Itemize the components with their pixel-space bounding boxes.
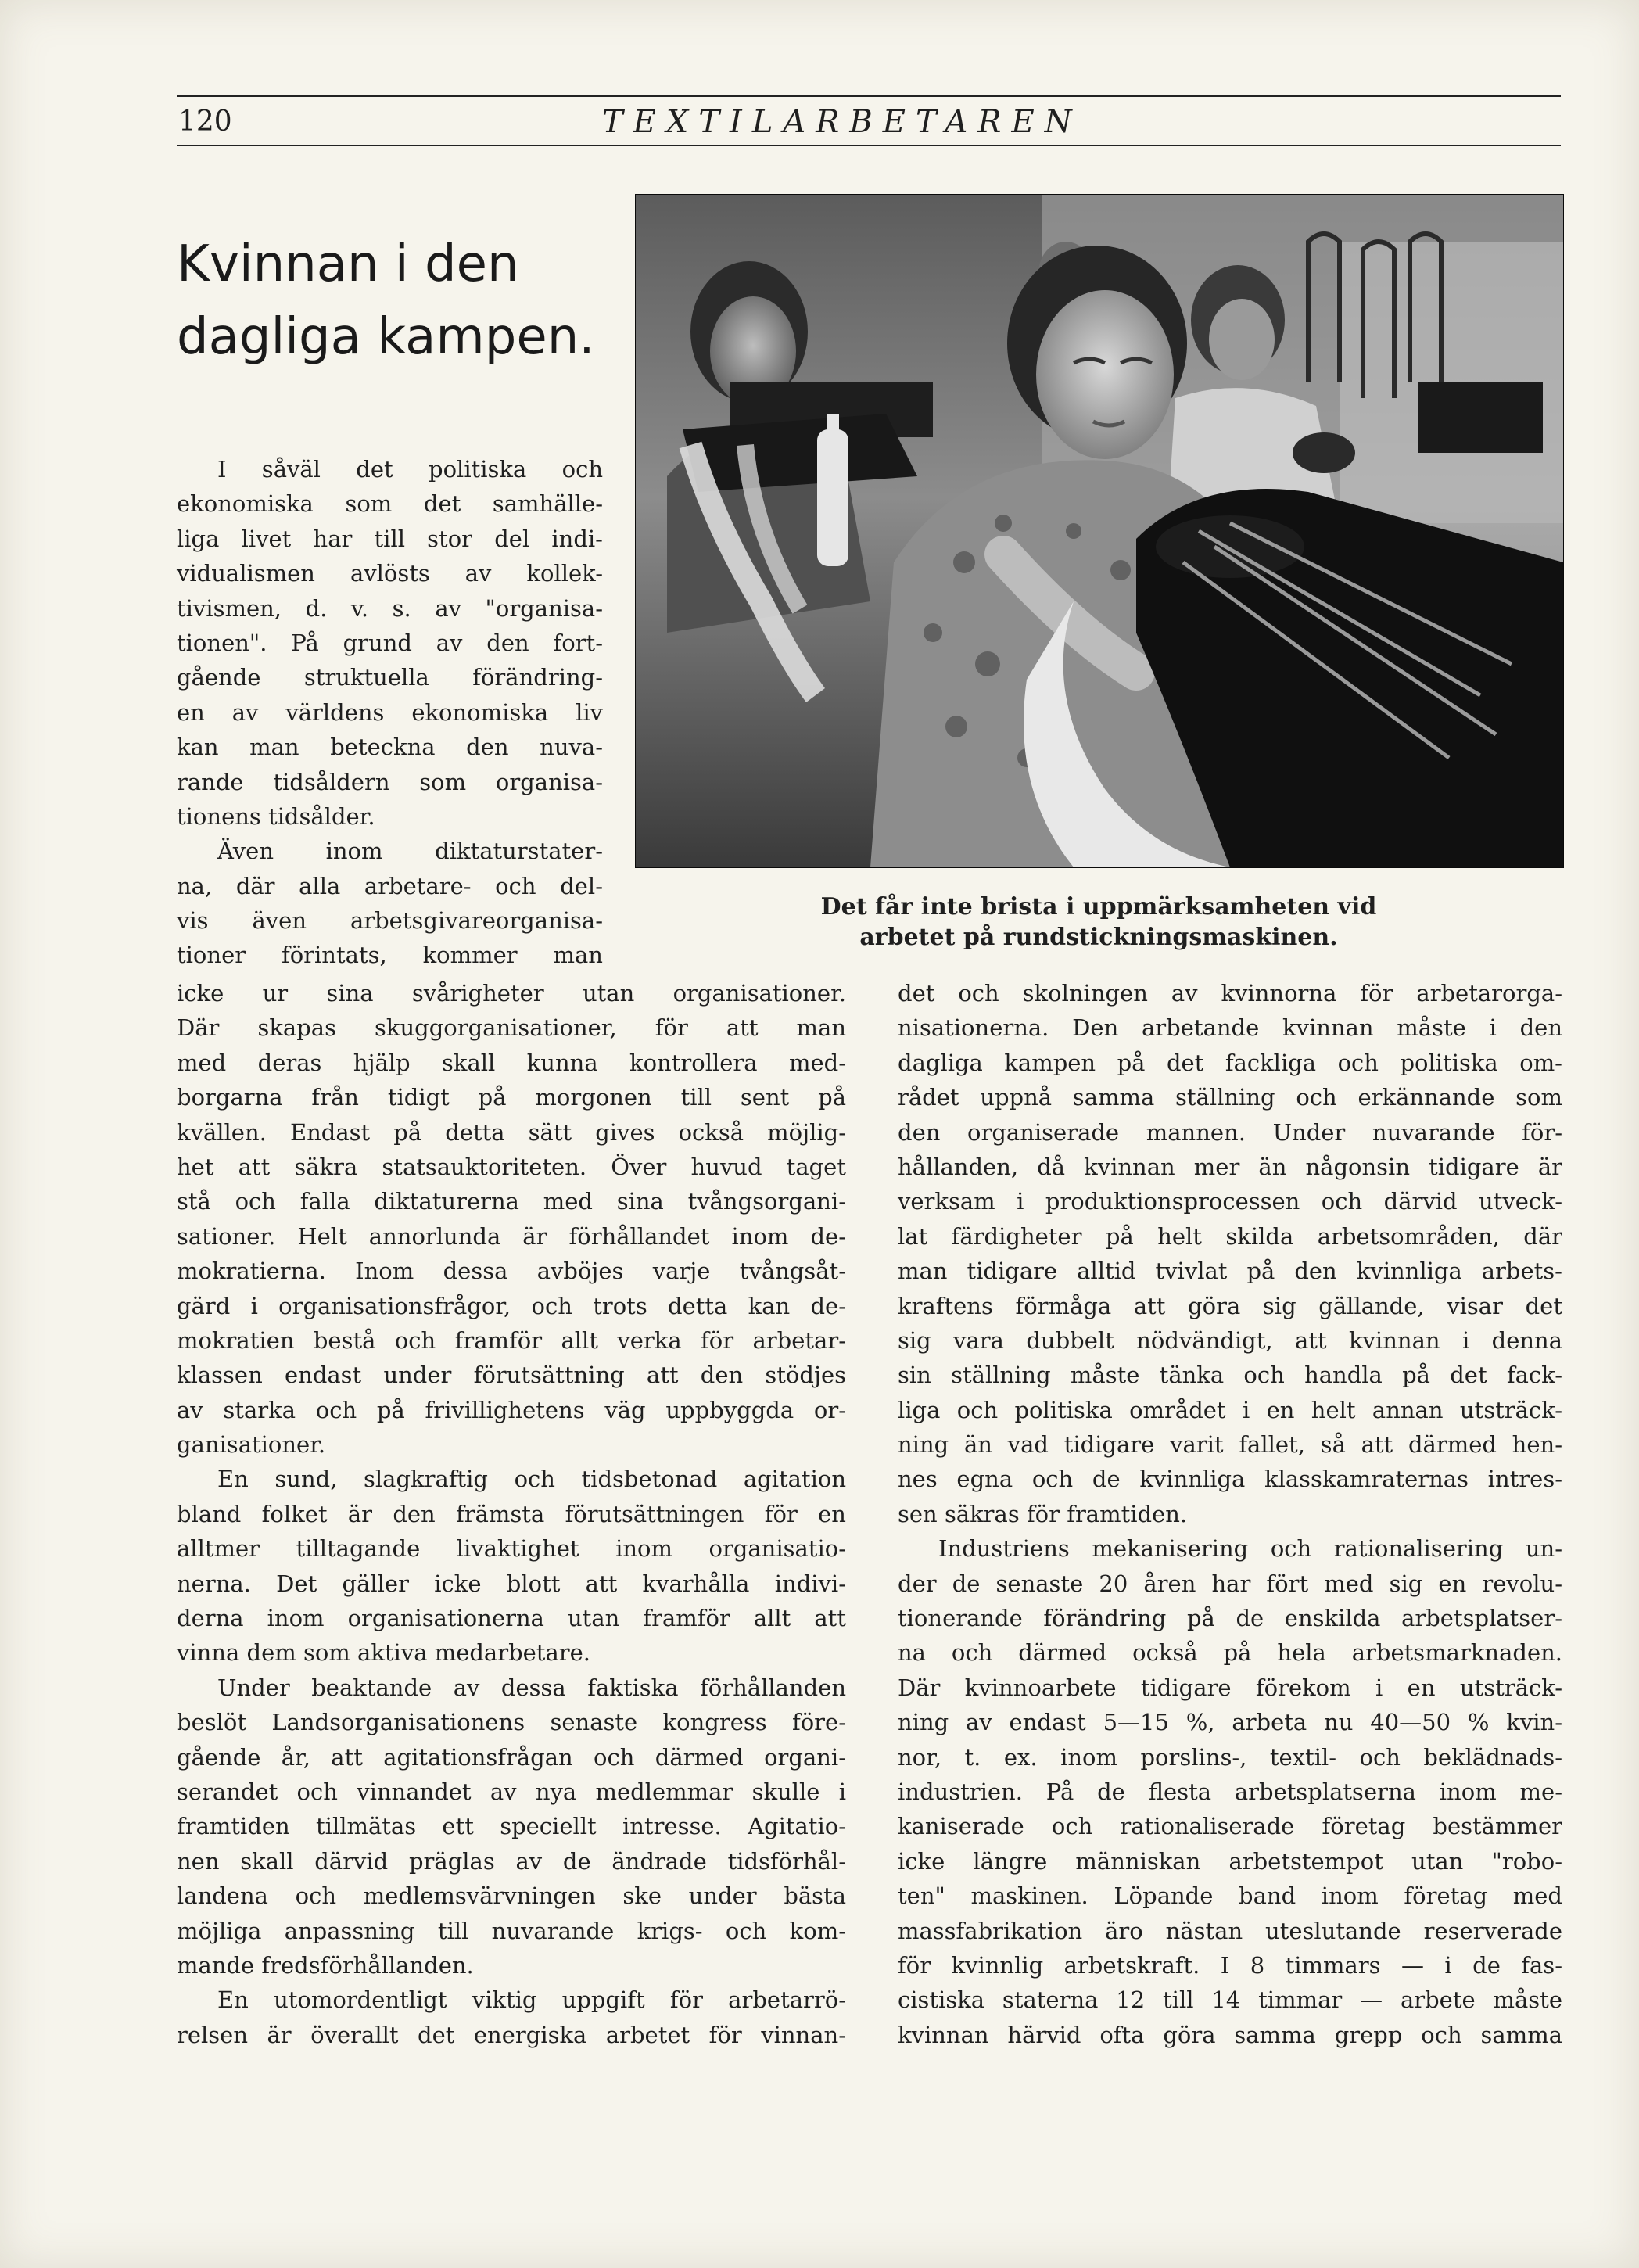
text-line: mande fredsförhållanden.	[177, 1951, 474, 1979]
text-line: av starka och på frivillighetens väg uppbyggda or-	[177, 1396, 846, 1423]
header-rule-top	[177, 95, 1561, 97]
text-line: icke längre människan arbetstempot utan "robo-	[898, 1847, 1562, 1875]
text-line: beslöt Landsorganisationens senaste kongress före-	[177, 1709, 846, 1736]
text-line: vidualismen avlösts av kollek-	[177, 560, 603, 587]
text-line: gående struktuella förändring-	[177, 664, 603, 691]
text-line: na, där alla arbetare- och del-	[177, 872, 603, 899]
text-line: derna inom organisationerna utan framför allt att	[177, 1605, 846, 1632]
text-line: Där kvinnoarbete tidigare förekom i en utsträck-	[898, 1674, 1562, 1701]
text-line: kvällen. Endast på detta sätt gives också möjlig-	[177, 1118, 846, 1146]
text-line: med deras hjälp skall kunna kontrollera med-	[177, 1049, 846, 1076]
page-number: 120	[178, 106, 232, 138]
text-line: landena och medlemsvärvningen ske under bästa	[177, 1882, 846, 1910]
text-line: klassen endast under förutsättning att den stödjes	[177, 1362, 846, 1389]
text-line: serandet och vinnandet av nya medlemmar skulle i	[177, 1778, 846, 1805]
text-line: för kvinnlig arbetskraft. I 8 timmars — i de fas-	[898, 1951, 1562, 1979]
text-line: kraftens förmåga att göra sig gällande, visar det	[898, 1292, 1562, 1319]
right-column	[898, 976, 1562, 2052]
text-line: det och skolningen av kvinnorna för arbetarorga-	[898, 980, 1562, 1007]
text-line: Industriens mekanisering och rationalisering un-	[938, 1535, 1562, 1563]
text-line: kvinnan härvid ofta göra samma grepp och samma	[898, 2021, 1562, 2048]
text-line: I såväl det politiska och	[217, 456, 603, 483]
text-line: na och därmed också på hela arbetsmarknaden.	[898, 1639, 1562, 1667]
text-line: man tidigare alltid tvivlat på den kvinnliga arbets-	[898, 1258, 1562, 1285]
text-line: gärd i organisationsfrågor, och trots detta kan de-	[177, 1292, 846, 1319]
text-line: kaniserade och rationaliserade företag bestämmer	[898, 1813, 1562, 1840]
text-line: nerna. Det gäller icke blott att kvarhålla indivi-	[177, 1570, 846, 1597]
text-line: ning än vad tidigare varit fallet, så att därmed hen-	[898, 1431, 1562, 1459]
text-line: nes egna och de kvinnliga klasskamraternas intres-	[898, 1466, 1562, 1493]
text-line: rådet uppnå samma ställning och erkännande som	[898, 1084, 1562, 1111]
header-rule-bottom	[177, 145, 1561, 146]
headline	[177, 228, 615, 375]
text-line: möjliga anpassning till nuvarande krigs- och kom-	[177, 1917, 846, 1944]
photo-knitting-machine	[635, 194, 1564, 868]
text-line: icke ur sina svårigheter utan organisationer.	[177, 980, 846, 1007]
text-line: en av världens ekonomiska liv	[177, 698, 603, 726]
text-line: mokratierna. Inom dessa avböjes varje tvångsåt-	[177, 1258, 846, 1285]
text-line: alltmer tilltagande livaktighet inom organisatio-	[177, 1535, 846, 1563]
photo-caption	[635, 892, 1562, 953]
text-line: sationer. Helt annorlunda är förhållandet inom de-	[177, 1222, 846, 1250]
text-line: borgarna från tidigt på morgonen till sent på	[177, 1084, 846, 1111]
text-line: tionen". På grund av den fort-	[177, 629, 603, 656]
text-line: verksam i produktionsprocessen och därvid utveck-	[898, 1188, 1562, 1215]
caption-line: Det får inte brista i uppmärksamheten vid	[820, 893, 1377, 920]
text-line: vinna dem som aktiva medarbetare.	[177, 1639, 590, 1667]
text-line: ganisationer.	[177, 1431, 326, 1459]
text-line: den organiserade mannen. Under nuvarande för-	[898, 1118, 1562, 1146]
text-line: En sund, slagkraftig och tidsbetonad agitation	[217, 1466, 846, 1493]
text-line: framtiden tillmätas ett speciellt intresse. Agitatio-	[177, 1813, 846, 1840]
text-line: het att säkra statsauktoriteten. Över huvud taget	[177, 1153, 846, 1180]
caption-line: arbetet på rundstickningsmaskinen.	[859, 924, 1338, 951]
text-line: sin ställning måste tänka och handla på det fack-	[898, 1362, 1562, 1389]
text-line: Även inom diktaturstater-	[217, 838, 603, 865]
text-line: industrien. På de flesta arbetsplatserna inom me-	[898, 1778, 1562, 1805]
text-line: tioner förintats, kommer man	[177, 942, 603, 969]
headline-line: dagliga kampen.	[177, 308, 595, 367]
text-line: vis även arbetsgivareorganisa-	[177, 907, 603, 935]
text-line: nen skall därvid präglas av de ändrade tidsförhål-	[177, 1847, 846, 1875]
text-line: ekonomiska som det samhälle-	[177, 490, 603, 518]
text-line: rande tidsåldern som organisa-	[177, 768, 603, 795]
text-line: ten" maskinen. Löpande band inom företag med	[898, 1882, 1562, 1910]
text-line: lat färdigheter på helt skilda arbetsområden, där	[898, 1222, 1562, 1250]
text-line: sen säkras för framtiden.	[898, 1500, 1188, 1527]
text-line: der de senaste 20 åren har fört med sig en revolu-	[898, 1570, 1562, 1597]
text-line: stå och falla diktaturerna med sina tvångsorgani-	[177, 1188, 846, 1215]
text-line: mokratien bestå och framför allt verka för arbetar-	[177, 1326, 846, 1354]
text-line: Under beaktande av dessa faktiska förhållanden	[217, 1674, 846, 1701]
journal-title: TEXTILARBETAREN	[602, 104, 1082, 140]
text-line: liga och politiska området i en helt annan utsträck-	[898, 1396, 1562, 1423]
text-line: tionerande förändring på de enskilda arbetsplatser-	[898, 1605, 1562, 1632]
text-line: nisationerna. Den arbetande kvinnan måste i den	[898, 1014, 1562, 1042]
text-line: Där skapas skuggorganisationer, för att man	[177, 1014, 846, 1042]
headline-line: Kvinnan i den	[177, 235, 519, 293]
text-line: gående år, att agitationsfrågan och därmed organi-	[177, 1743, 846, 1771]
text-line: relsen är överallt det energiska arbetet för vinnan-	[177, 2021, 846, 2048]
knitting-machine-photo-icon	[636, 195, 1563, 867]
text-line: En utomordentligt viktig uppgift för arbetarrö-	[217, 1986, 846, 2014]
text-line: bland folket är den främsta förutsättningen för en	[177, 1500, 846, 1527]
text-line: kan man beteckna den nuva-	[177, 734, 603, 761]
text-line: tionens tidsålder.	[177, 802, 375, 830]
text-line: nor, t. ex. inom porslins-, textil- och beklädnads-	[898, 1743, 1562, 1771]
text-line: hållanden, då kvinnan mer än någonsin tidigare är	[898, 1153, 1562, 1180]
intro-column	[177, 452, 603, 973]
text-line: ning av endast 5—15 %, arbeta nu 40—50 % kvin-	[898, 1709, 1562, 1736]
left-column	[177, 976, 846, 2052]
text-line: tivismen, d. v. s. av "organisa-	[177, 594, 603, 622]
text-line: sig vara dubbelt nödvändigt, att kvinnan i denna	[898, 1326, 1562, 1354]
text-line: dagliga kampen på det fackliga och politiska om-	[898, 1049, 1562, 1076]
text-line: cistiska staterna 12 till 14 timmar — arbete måste	[898, 1986, 1562, 2014]
text-line: liga livet har till stor del indi-	[177, 525, 603, 552]
text-line: massfabrikation äro nästan uteslutande reserverade	[898, 1917, 1562, 1944]
